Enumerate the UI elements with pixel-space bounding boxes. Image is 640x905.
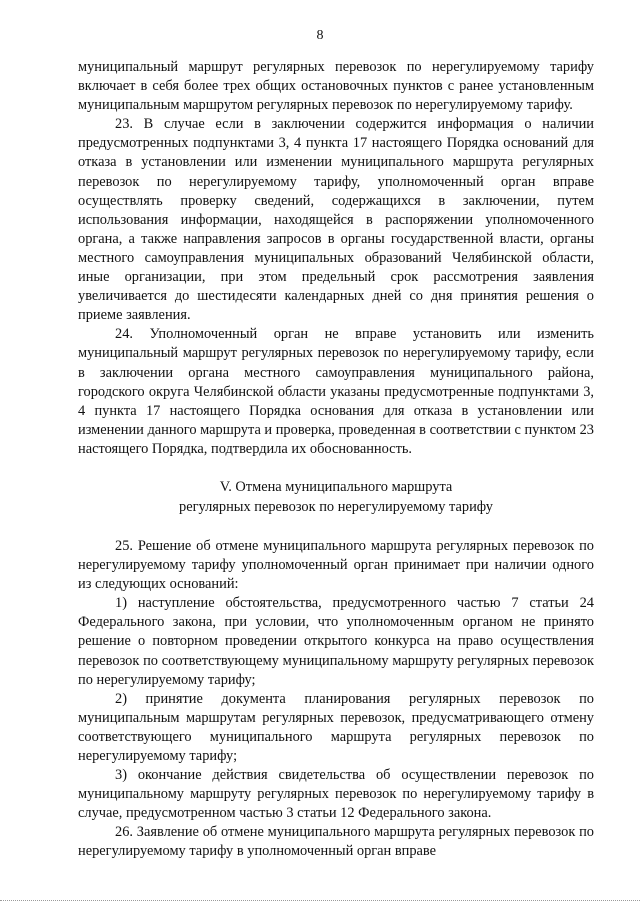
paragraph-25: 25. Решение об отмене муниципального маршрута регулярных перевозок по нерегулируемому тарифу уполномоченный орган принимает при наличии одного из следующих оснований: [78,537,594,593]
section-heading [78,477,594,517]
section-heading-line-1: V. Отмена муниципального маршрута [219,478,453,495]
list-item-1: 1) наступление обстоятельства, предусмотренного частью 7 статьи 24 Федерального закона, при условии, что уполномоченным органом не принято решение о повторном проведении открытого конкурса на право осуществления перевозок по соответствующему муниципальному маршруту регулярных перевозок по нерегулируемому тарифу; [78,595,594,688]
list-item-3: 3) окончание действия свидетельства об осуществлении перевозок по муниципальному маршруту регулярных перевозок по нерегулируемому тарифу в случае, предусмотренном частью 3 статьи 12 Федерального закона. [78,767,594,822]
page-number: 8 [316,28,324,43]
list-item-2: 2) принятие документа планирования регулярных перевозок по муниципальным маршрутам регулярных перевозок, предусматривающего отмену соответствующего муниципального маршрута регулярных перевозок по нерегулируемому тарифу; [78,690,594,764]
paragraph-23: 23. В случае если в заключении содержится информация о наличии предусмотренных подпунктами 3, 4 пункта 17 настоящего Порядка оснований для отказа в установлении или изменении муниципального маршрута регулярных перевозок по нерегулируемому тарифу, уполномоченный орган вправе осуществлять проверку сведений, содержащихся в заключении, путем использования информации, находящейся в распоряжении уполномоченного органа, а также направления запросов в органы государственной власти, органы местного самоуправления муниципальных образований Челябинской области, иные организации, при этом предельный срок рассмотрения заявления увеличивается до шестидесяти календарных дней со дня принятия решения о приеме заявления. [78,116,594,324]
document-body [78,58,594,862]
section-heading-line-2: регулярных перевозок по нерегулируемому тарифу [179,498,493,515]
scan-edge-divider [0,900,640,902]
paragraph-26: 26. Заявление об отмене муниципального маршрута регулярных перевозок по нерегулируемому тарифу в уполномоченный орган вправе [78,824,594,860]
paragraph-24: 24. Уполномоченный орган не вправе установить или изменить муниципальный маршрут регулярных перевозок по нерегулируемому тарифу, если в заключении органа местного самоуправления муниципального района, городского округа Челябинской области указаны предусмотренные подпунктами 3, 4 пункта 17 настоящего Порядка основания для отказа в установлении или изменении данного маршрута и проверка, проведенная в соответствии с пунктом 23 настоящего Порядка, подтвердила их обоснованность. [78,326,594,457]
paragraph-continuation: муниципальный маршрут регулярных перевозок по нерегулируемому тарифу включает в себя более трех общих остановочных пунктов с ранее установленным муниципальным маршрутом регулярных перевозок по нерегулируемому тарифу. [78,59,594,114]
